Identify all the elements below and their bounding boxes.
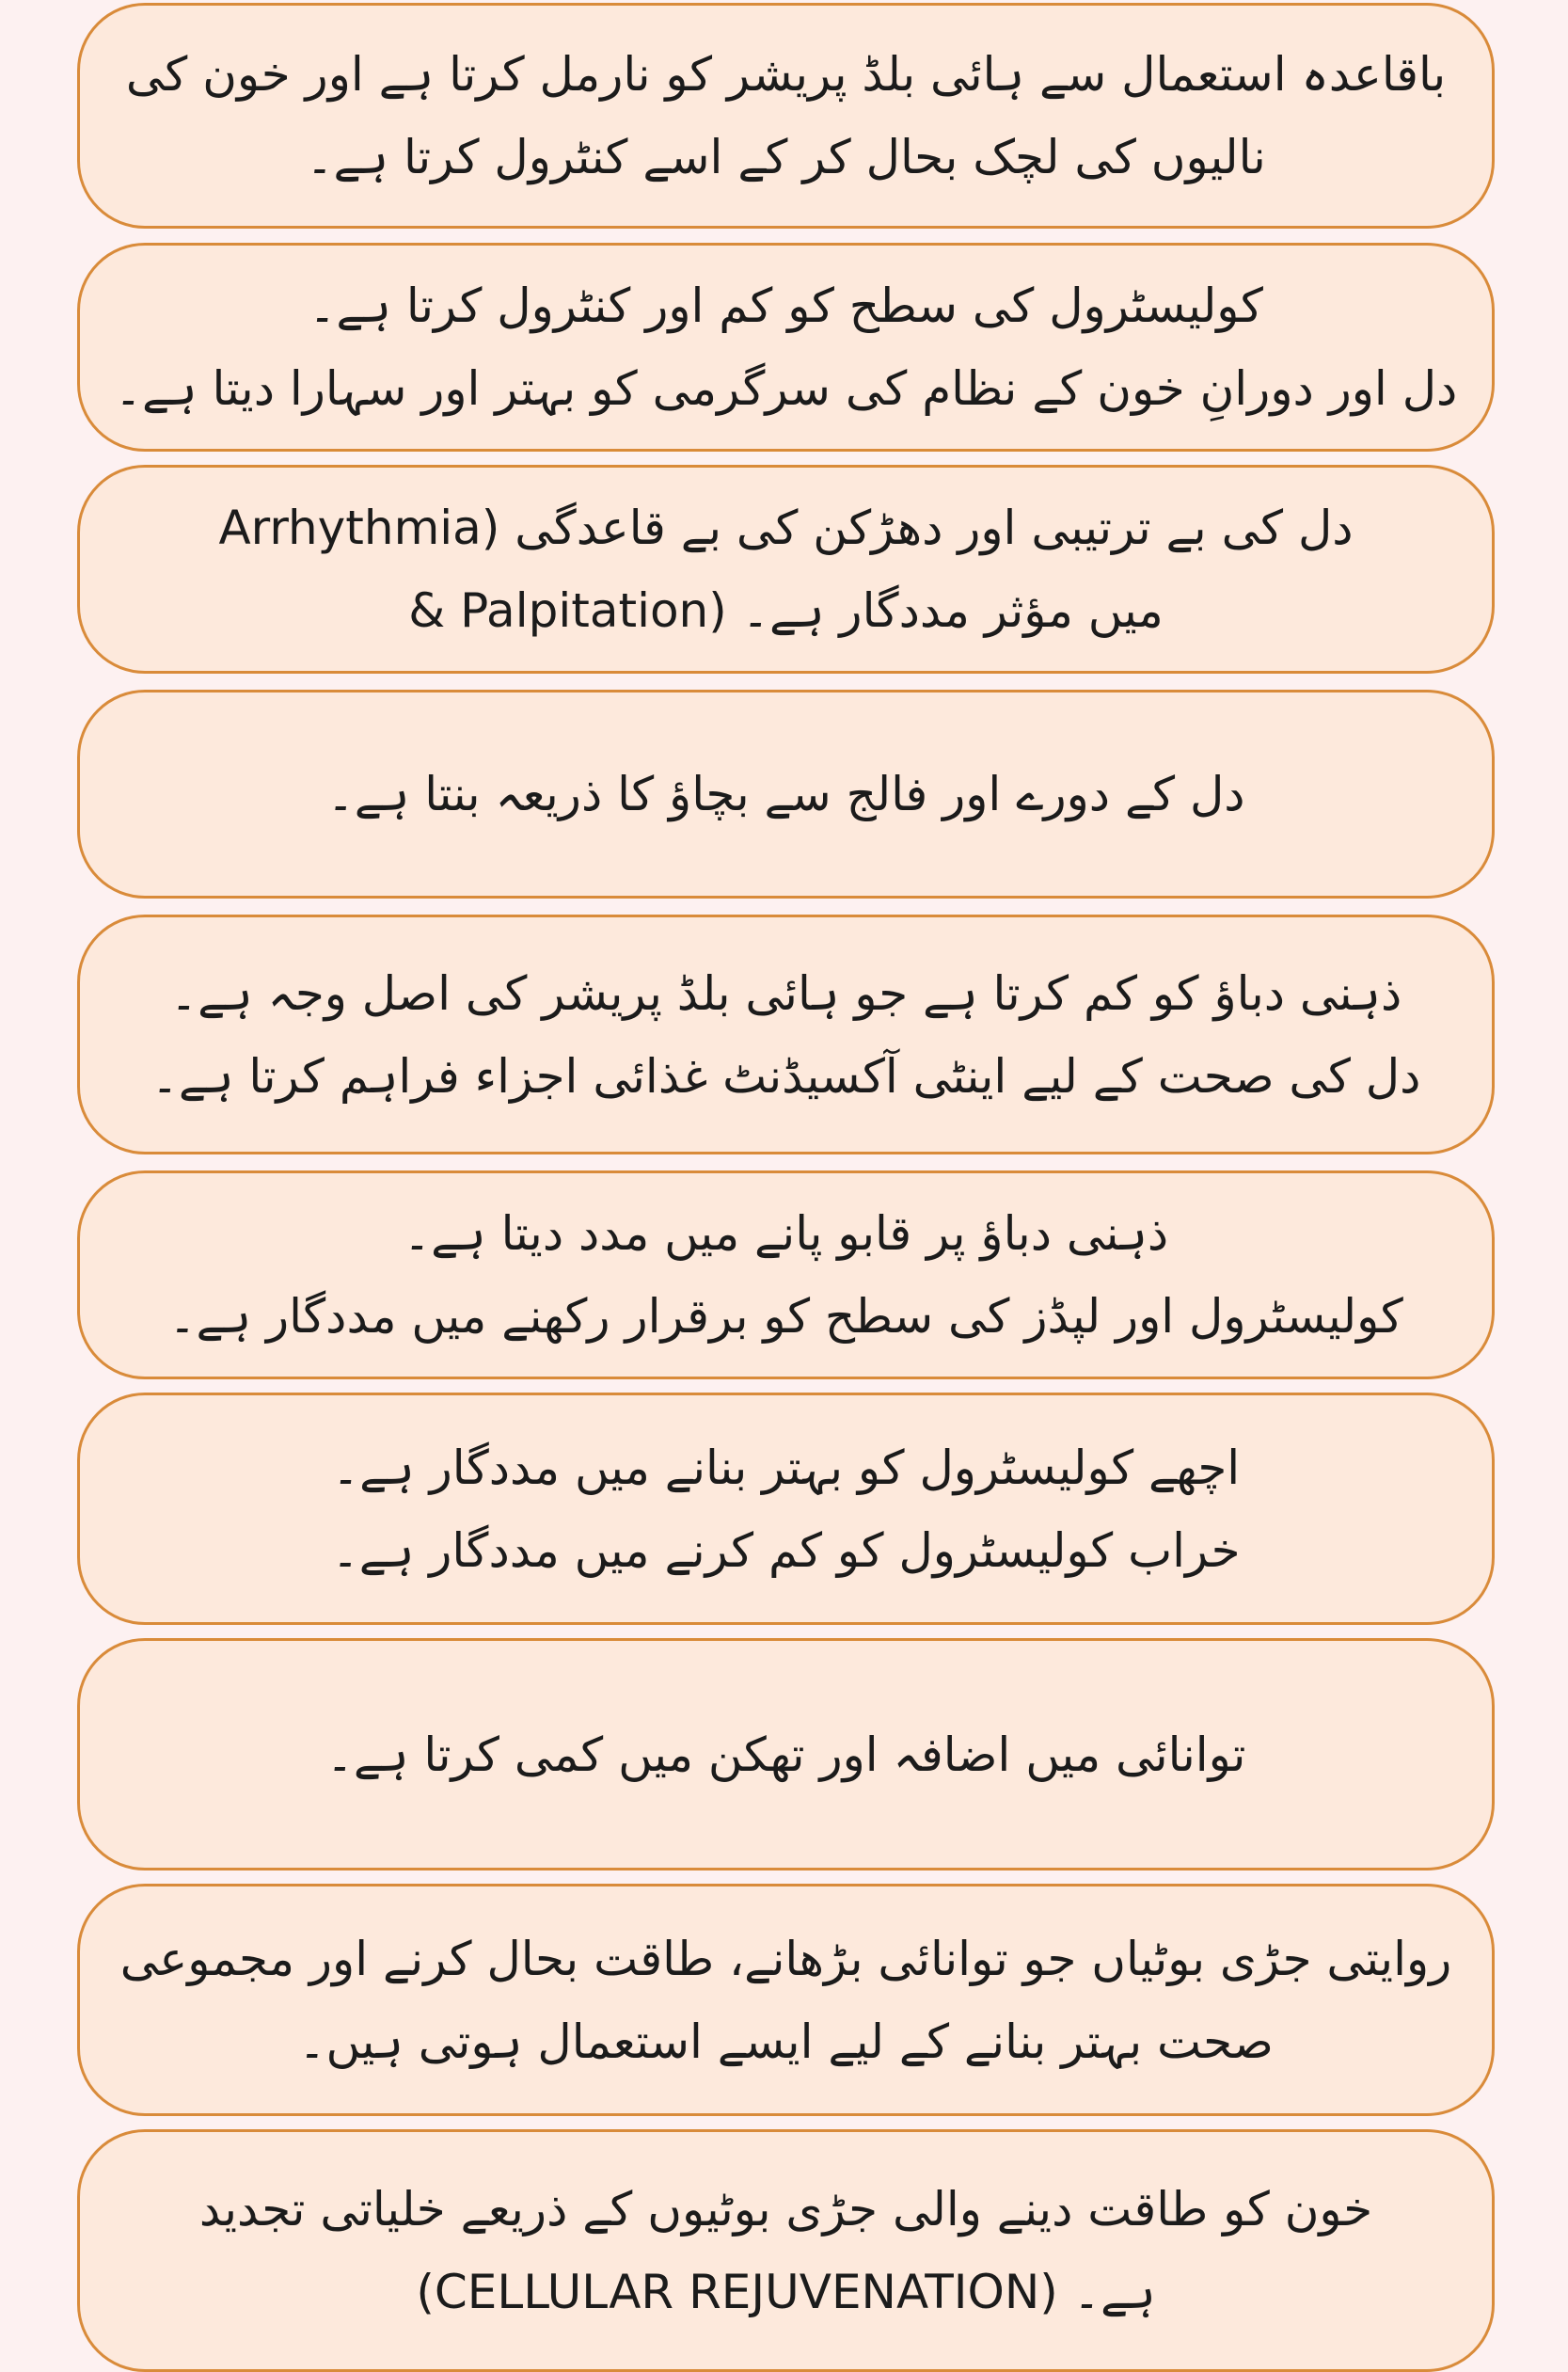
card-line: نالیوں کی لچک بحال کر کے اسے کنٹرول کرتا ہے۔: [306, 130, 1266, 184]
benefit-card-10: [77, 2129, 1495, 2372]
benefit-card-6: [77, 1170, 1495, 1379]
card-line: (CELLULAR REJUVENATION) ہے۔: [416, 2265, 1156, 2319]
card-line: دل اور دورانِ خون کے نظام کی سرگرمی کو بہتر اور سہارا دیتا ہے۔: [114, 361, 1458, 416]
card-line: خراب کولیسٹرول کو کم کرنے میں مددگار ہے۔: [331, 1522, 1241, 1578]
card-line: دل کی بے ترتیبی اور دھڑکن کی بے قاعدگی (Arrhythmia: [218, 501, 1354, 555]
card-line: & Palpitation) میں مؤثر مددگار ہے۔: [408, 583, 1164, 638]
benefit-card-9: [77, 1884, 1495, 2116]
card-line: دل کی صحت کے لیے اینٹی آکسیڈنٹ غذائی اجزاء فراہم کرتا ہے۔: [150, 1048, 1421, 1104]
card-line: ذہنی دباؤ کو کم کرتا ہے جو ہائی بلڈ پریشر کی اصل وجہ ہے۔: [169, 965, 1402, 1021]
card-line: دل کے دورے اور فالج سے بچاؤ کا ذریعہ بنتا ہے۔: [326, 767, 1245, 821]
benefit-card-7: [77, 1393, 1495, 1625]
card-line: ذہنی دباؤ پر قابو پانے میں مدد دیتا ہے۔: [403, 1206, 1169, 1261]
benefit-card-8: [77, 1638, 1495, 1871]
card-line: صحت بہتر بنانے کے لیے ایسے استعمال ہوتی ہیں۔: [298, 2014, 1274, 2069]
card-line: خون کو طاقت دینے والی جڑی بوٹیوں کے ذریعے خلیاتی تجدید: [198, 2182, 1373, 2237]
benefit-card-2: [77, 243, 1495, 452]
card-line: کولیسٹرول اور لپڈز کی سطح کو برقرار رکھنے میں مددگار ہے۔: [168, 1289, 1403, 1344]
card-line: توانائی میں اضافہ اور تھکن میں کمی کرتا ہے۔: [325, 1727, 1246, 1782]
card-line: باقاعدہ استعمال سے ہائی بلڈ پریشر کو نارمل کرتا ہے اور خون کی: [125, 47, 1447, 102]
benefit-card-5: [77, 915, 1495, 1154]
card-line: کولیسٹرول کی سطح کو کم اور کنٹرول کرتا ہے۔: [309, 279, 1263, 333]
benefit-card-4: [77, 690, 1495, 899]
benefit-card-1: [77, 3, 1495, 229]
card-line: اچھے کولیسٹرول کو بہتر بنانے میں مددگار ہے۔: [331, 1440, 1241, 1495]
card-line: روایتی جڑی بوٹیاں جو توانائی بڑھانے، طاقت بحال کرنے اور مجموعی: [119, 1931, 1452, 1986]
benefit-card-3: [77, 465, 1495, 674]
